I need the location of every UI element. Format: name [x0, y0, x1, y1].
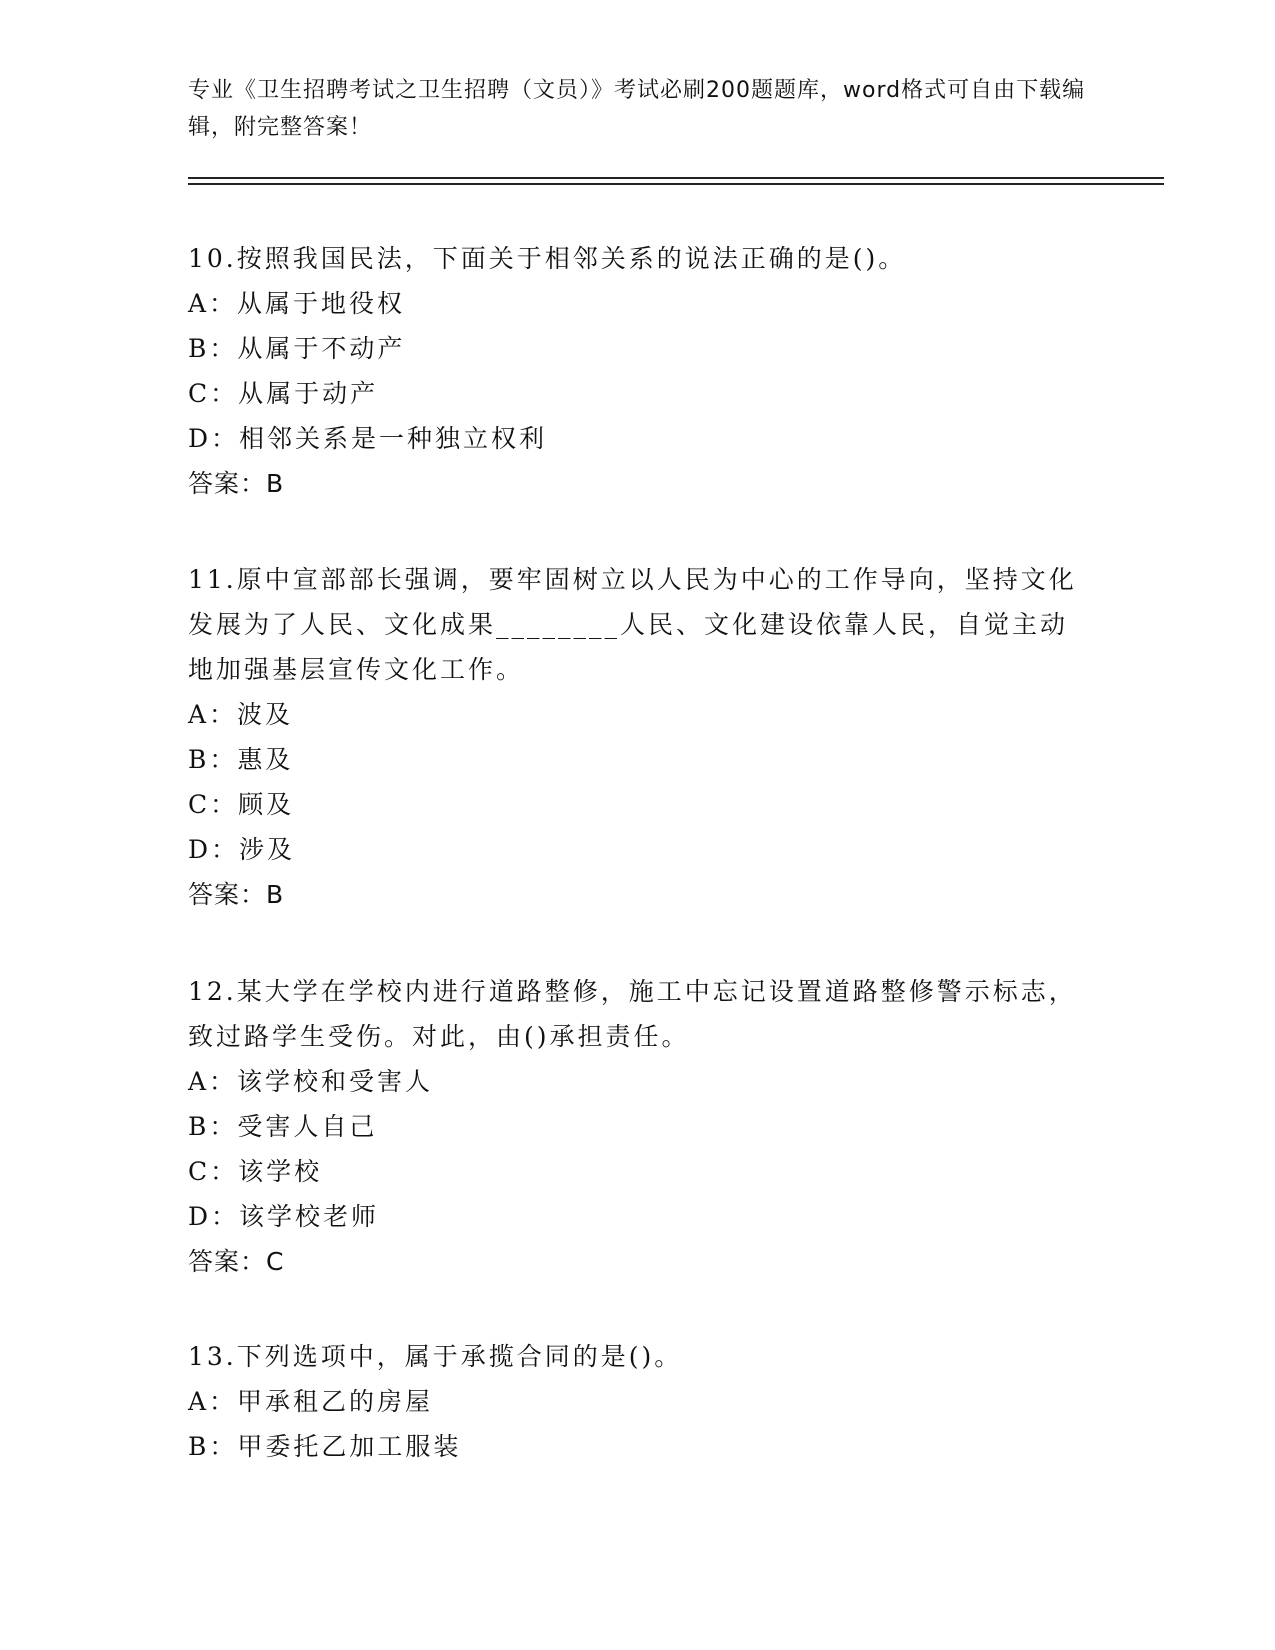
- option-b: B：从属于不动产: [188, 334, 406, 363]
- option-d: D：涉及: [188, 835, 296, 864]
- answer: 答案：B: [188, 469, 285, 498]
- option-a: A：从属于地役权: [188, 289, 406, 318]
- answer: 答案：C: [188, 1247, 285, 1276]
- question-11: [188, 557, 1088, 917]
- document-header: 专业《卫生招聘考试之卫生招聘（文员）》考试必刷200题题库，word格式可自由下载编辑，附完整答案！: [188, 78, 1086, 140]
- option-b: B：受害人自己: [188, 1112, 378, 1141]
- question-stem: 10.按照我国民法，下面关于相邻关系的说法正确的是()。: [188, 244, 907, 273]
- question-stem: 12.某大学在学校内进行道路整修，施工中忘记设置道路整修警示标志，致过路学生受伤。对此，由()承担责任。: [188, 977, 1077, 1051]
- option-a: A：波及: [188, 700, 294, 729]
- question-12: [188, 969, 1088, 1284]
- option-d: D：该学校老师: [188, 1202, 380, 1231]
- question-stem: 11.原中宣部部长强调，要牢固树立以人民为中心的工作导向，坚持文化发展为了人民、文化成果________人民、文化建设依靠人民，自觉主动地加强基层宣传文化工作。: [188, 565, 1077, 684]
- option-c: C：从属于动产: [188, 379, 379, 408]
- question-stem: 13.下列选项中，属于承揽合同的是()。: [188, 1342, 683, 1371]
- option-b: B：甲委托乙加工服装: [188, 1432, 462, 1461]
- option-c: C：顾及: [188, 790, 295, 819]
- answer: 答案：B: [188, 880, 285, 909]
- option-a: A：该学校和受害人: [188, 1067, 434, 1096]
- option-c: C：该学校: [188, 1157, 323, 1186]
- question-10: [188, 236, 1088, 506]
- option-d: D：相邻关系是一种独立权利: [188, 424, 548, 453]
- option-a: A：甲承租乙的房屋: [188, 1387, 434, 1416]
- question-13: [188, 1334, 1088, 1469]
- header-divider-top: [188, 177, 1164, 179]
- header-divider-bottom: [188, 183, 1164, 185]
- option-b: B：惠及: [188, 745, 294, 774]
